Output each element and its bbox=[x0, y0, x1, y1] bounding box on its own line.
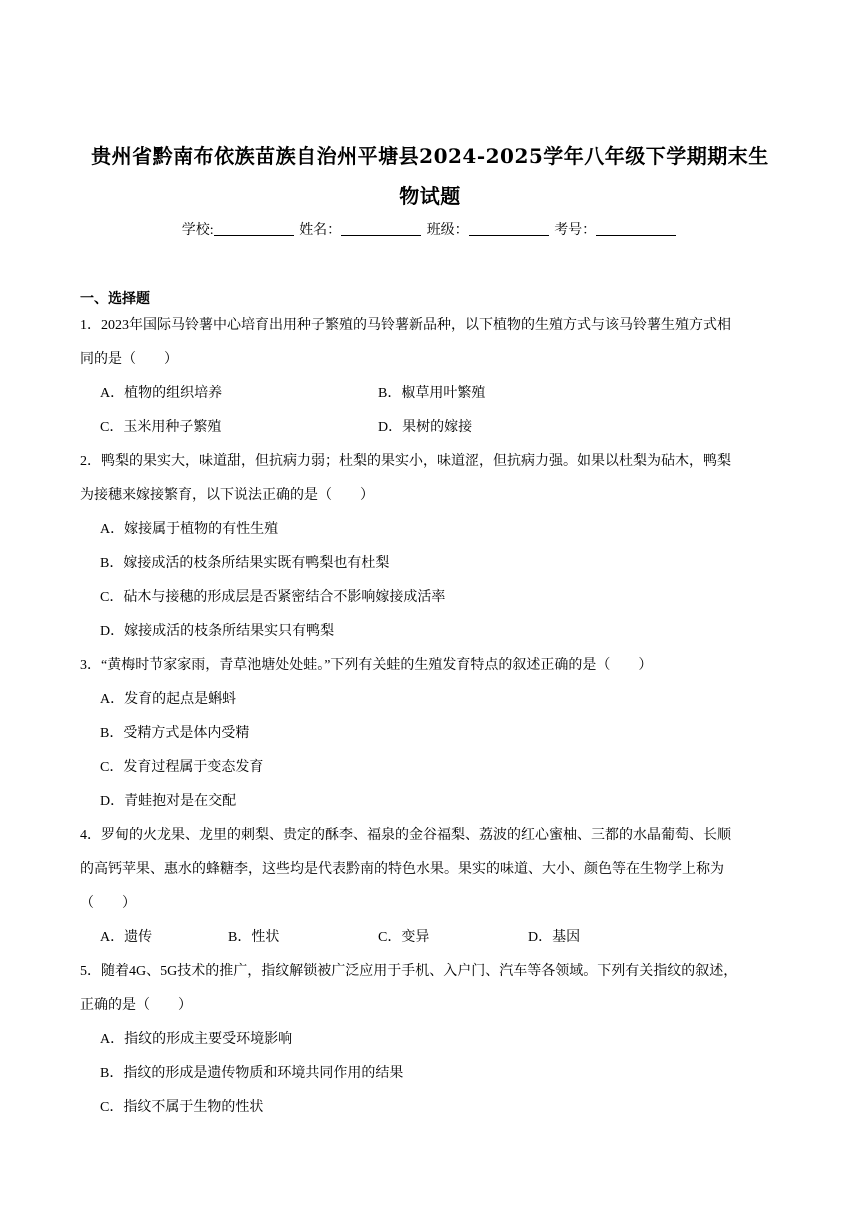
number-label: 考号： bbox=[554, 223, 597, 238]
q5-option-c[interactable]: C．指纹不属于生物的性状 bbox=[100, 1100, 264, 1115]
q1-stem-cont: 同的是（ ） bbox=[80, 352, 178, 367]
q1-option-b[interactable]: B．椒草用叶繁殖 bbox=[378, 386, 486, 401]
school-label: 学校: bbox=[181, 223, 214, 238]
q5-option-b[interactable]: B．指纹的形成是遗传物质和环境共同作用的结果 bbox=[100, 1066, 404, 1081]
q2-option-c[interactable]: C．砧木与接穗的形成层是否紧密结合不影响嫁接成活率 bbox=[100, 590, 446, 605]
q4-option-c[interactable]: C．变异 bbox=[378, 930, 430, 945]
section-heading: 一、选择题 bbox=[80, 292, 150, 307]
page-title-continued: 物试题 bbox=[399, 184, 461, 208]
q3-option-d[interactable]: D．青蛙抱对是在交配 bbox=[100, 794, 237, 809]
school-blank[interactable] bbox=[214, 221, 294, 236]
q5-stem-cont: 正确的是（ ） bbox=[80, 998, 192, 1013]
q1-option-a[interactable]: A．植物的组织培养 bbox=[100, 386, 223, 401]
q4-stem-cont: 的高钙苹果、惠水的蜂糖李，这些均是代表黔南的特色水果。果实的味道、大小、颜色等在生物学上称为 bbox=[80, 862, 724, 877]
name-label: 姓名： bbox=[299, 223, 342, 238]
student-info-row bbox=[0, 219, 860, 239]
q4-option-d[interactable]: D．基因 bbox=[528, 930, 581, 945]
q3-option-a[interactable]: A．发育的起点是蝌蚪 bbox=[100, 692, 237, 707]
q1-option-c[interactable]: C．玉米用种子繁殖 bbox=[100, 420, 222, 435]
q2-stem-cont: 为接穗来嫁接繁育，以下说法正确的是（ ） bbox=[80, 488, 374, 503]
q5-option-a[interactable]: A．指纹的形成主要受环境影响 bbox=[100, 1032, 293, 1047]
q4-stem: 4．罗甸的火龙果、龙里的刺梨、贵定的酥李、福泉的金谷福梨、荔波的红心蜜柚、三都的水晶葡萄、长顺 bbox=[80, 828, 731, 843]
page-title: 贵州省黔南布依族苗族自治州平塘县2024-2025学年八年级下学期期末生 bbox=[91, 144, 769, 168]
name-blank[interactable] bbox=[341, 221, 421, 236]
q2-stem: 2．鸭梨的果实大，味道甜，但抗病力弱；杜梨的果实小，味道涩，但抗病力强。如果以杜梨为砧木，鸭梨 bbox=[80, 454, 731, 469]
q1-option-d[interactable]: D．果树的嫁接 bbox=[378, 420, 473, 435]
number-blank[interactable] bbox=[596, 221, 676, 236]
q3-option-c[interactable]: C．发育过程属于变态发育 bbox=[100, 760, 264, 775]
class-blank[interactable] bbox=[469, 221, 549, 236]
q1-stem: 1．2023年国际马铃薯中心培育出用种子繁殖的马铃薯新品种，以下植物的生殖方式与该马铃薯生殖方式相 bbox=[80, 318, 731, 333]
q2-option-b[interactable]: B．嫁接成活的枝条所结果实既有鸭梨也有杜梨 bbox=[100, 556, 390, 571]
class-label: 班级： bbox=[426, 223, 469, 238]
q4-option-b[interactable]: B．性状 bbox=[228, 930, 280, 945]
q2-option-a[interactable]: A．嫁接属于植物的有性生殖 bbox=[100, 522, 279, 537]
q4-stem-cont-2: （ ） bbox=[80, 896, 136, 911]
q2-option-d[interactable]: D．嫁接成活的枝条所结果实只有鸭梨 bbox=[100, 624, 335, 639]
q4-option-a[interactable]: A．遗传 bbox=[100, 930, 153, 945]
q3-option-b[interactable]: B．受精方式是体内受精 bbox=[100, 726, 250, 741]
q3-stem: 3．“黄梅时节家家雨，青草池塘处处蛙。”下列有关蛙的生殖发育特点的叙述正确的是（ ） bbox=[80, 658, 653, 673]
q5-stem: 5．随着4G、5G技术的推广，指纹解锁被广泛应用于手机、入户门、汽车等各领域。下列有关指纹的叙述， bbox=[80, 964, 738, 979]
